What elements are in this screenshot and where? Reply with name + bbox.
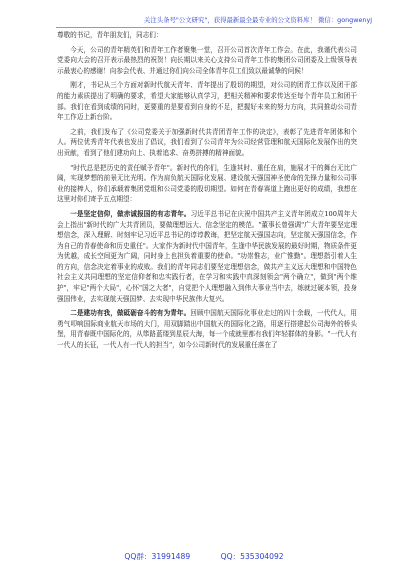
header-rule xyxy=(56,27,352,28)
point-1-title: 一是坚定信仰，做赤诚报国的有志青年。 xyxy=(70,209,191,218)
point-1 xyxy=(57,209,357,304)
point-2-title: 二是建功有我，做砥砺奋斗的有为青年。 xyxy=(70,309,191,318)
footer xyxy=(0,551,408,562)
footer-qq-group: QQ群：31991489 xyxy=(124,552,191,561)
paragraph-4: "时代总是把历史的责任赋予青年"。新时代的你们，生逢其时、重任在肩，施展才干的舞台无比广阔，实现梦想的前景无比光明。作为肩负航天国际化发展、建设航天强国神圣使命的先锋力量和公司事业的接棒人，你们承载着集团党组和公司党委的殷切期望。如何在青春赛道上跑出更好的成绩，我想在这里对你们寄予五点期望： xyxy=(57,163,357,204)
point-1-text: 习近平总书记在庆祝中国共产主义青年团成立100周年大会上指出"新时代的广大共青团员，要做理想远大、信念坚定的模范。"董事长曾强调"广大青年要坚定理想信念，深入理解、时刻牢记习近平总书记的谆谆教诲，把坚定航天强国志向，坚定航天强国信念，作为自己的青春使命和历史重任"。大家作为新时代中国青年，生逢中华民族发展的最好时期，物质条件更为优越，成长空间更为广阔，同时身上也担负着重要的使命。"功崇惟志，业广惟勤"。理想指引着人生的方向，信念决定着事业的成败。我们的青年同志们要坚定理想信念，做共产主义远大理想和中国特色社会主义共同理想的坚定信仰者和忠实践行者，在学习和实践中真深刻领会"两个确立"，做到"两个维护"，牢记"两个大局"，心怀"国之大者"，自觉把个人理想融入到伟大事业当中去，练就过硬本领，投身强国伟业，去实现航天强国梦、去实现中华民族伟大复兴。 xyxy=(57,209,357,303)
footer-qq: QQ：535304092 xyxy=(220,552,284,561)
point-2 xyxy=(57,308,357,350)
greeting: 尊敬的书记，青年朋友们，同志们： xyxy=(57,31,163,39)
point-2-text: 回顾中国航天国际化事业走过的四十余载，一代代人，用勇气叩响国际商业航天市场的大门，用双脚踏出中国航天的国际化之路，用逐行搭建起公司海外的桥头堡，用青春既中国际化的，从筚路蓝缕到星辰大海，每一个成就里都有我们年轻群体的身影。"一代人有一代人的长征，一代人有一代人的担当"，如今公司新时代的发展重任落在了 xyxy=(57,309,357,350)
header-note: 关注头条号"公文研究"，获得最新最全最专业的公文资料库！ 微信：gongwenyj xyxy=(143,16,372,24)
paragraph-1: 今天，公司的青年精英们和青年工作者聚集一堂，召开公司首次青年工作会。在此，我谨代表公司党委向大会的召开表示最热烈的祝贺！向长期以来关心支持公司青年工作的集团公司团委及上级领导表示最衷心的感谢！向参会代表、并通过你们向公司全体青年员工们致以最诚挚的问候！ xyxy=(57,45,357,75)
paragraph-3: 之前，我们发布了《公司党委关于加强新时代共青团青年工作的决定》，表彰了先进青年团体和个人。两位优秀青年代表也发出了倡议，我们看到了公司青年为公司经营管理和航天国际化发展作出的突出贡献，看到了他们建功向上、执着追求、奋勇拼搏的精神面貌。 xyxy=(57,127,357,157)
document-body xyxy=(57,30,357,355)
paragraph-2: 刚才，书记从三个方面对新时代航天青年、青年提出了殷切的期望，对公司的团青工作以及团干部的能力素质提出了明确的要求，希望大家能够认真学习，把相关精神和要求传达至每个青年员工和团干部。我们在看到成绩的同时，更要重的是要看到自身的不足，把握好未来的努力方向，共同推动公司青年工作迈上新台阶。 xyxy=(57,81,357,122)
